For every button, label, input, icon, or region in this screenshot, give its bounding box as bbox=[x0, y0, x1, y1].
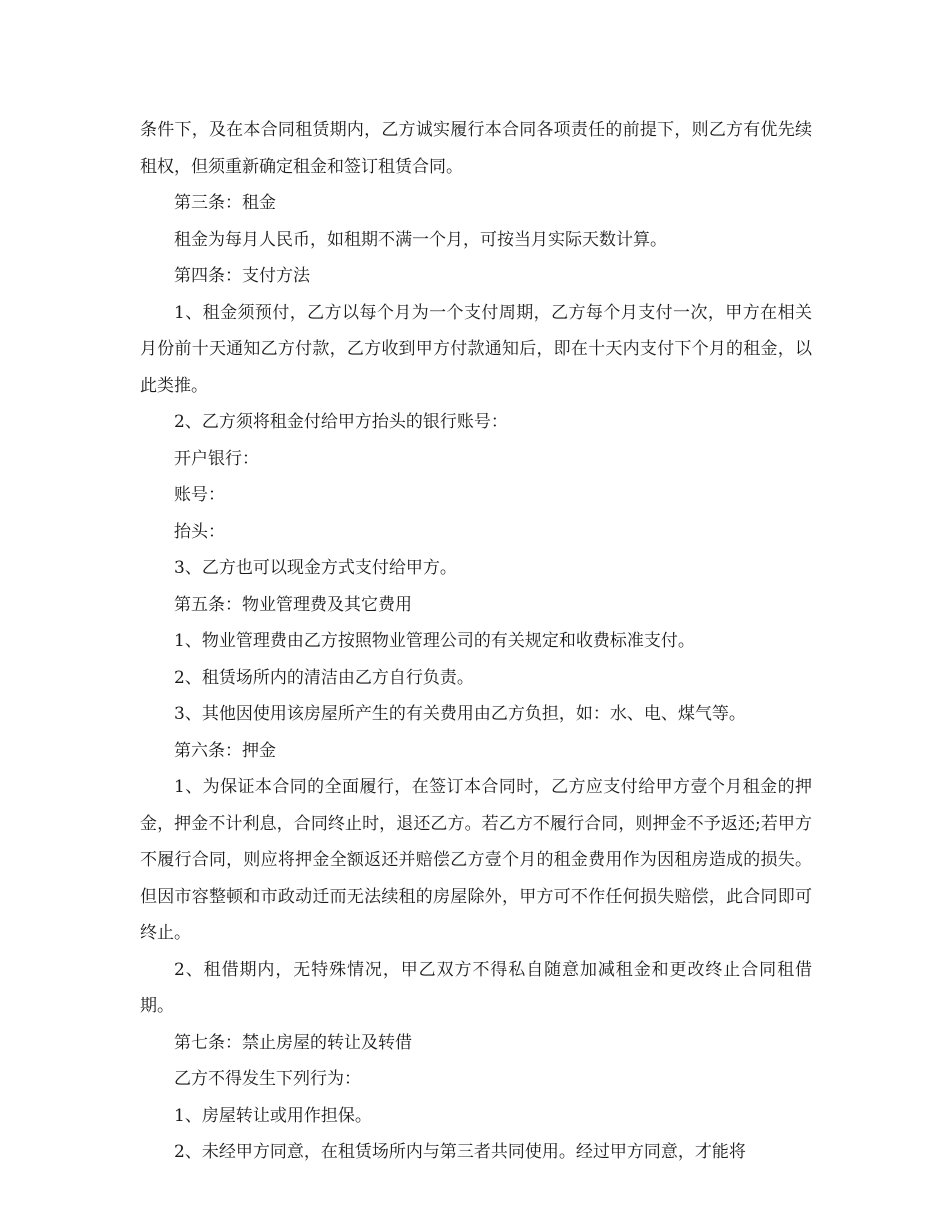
account-field-label: 账号： bbox=[174, 485, 225, 505]
paragraph: 3、乙方也可以现金方式支付给甲方。 bbox=[174, 558, 457, 578]
paragraph: 2、租赁场所内的清洁由乙方自行负责。 bbox=[174, 667, 474, 688]
payee-field-label: 抬头： bbox=[174, 521, 225, 542]
article-6-heading: 第六条：押金 bbox=[174, 740, 276, 761]
paragraph-continuation: 条件下，及在本合同租赁期内，乙方诚实履行本合同各项责任的前提下，则乙方有优先续租权，但须重新确定租金和签订租赁合同。 bbox=[140, 120, 812, 177]
paragraph: 2、租借期内，无特殊情况，甲乙双方不得私自随意加减租金和更改终止合同租借期。 bbox=[140, 959, 812, 1016]
article-7-heading: 第七条：禁止房屋的转让及转借 bbox=[174, 1032, 412, 1053]
paragraph: 1、为保证本合同的全面履行，在签订本合同时，乙方应支付给甲方壹个月租金的押金，押金不计利息，合同终止时，退还乙方。若乙方不履行合同，则押金不予返还;若甲方不履行合同，则应将押金全额返还并赔偿乙方壹个月的租金费用作为因租房造成的损失。但因市容整顿和市政动迁而无法续租的房屋除外，甲方可不作任何损失赔偿，此合同即可终止。 bbox=[140, 777, 812, 943]
article-5-heading: 第五条：物业管理费及其它费用 bbox=[174, 594, 412, 615]
paragraph: 1、物业管理费由乙方按照物业管理公司的有关规定和收费标准支付。 bbox=[174, 631, 695, 651]
paragraph: 租金为每月人民币，如租期不满一个月，可按当月实际天数计算。 bbox=[174, 229, 667, 250]
paragraph: 2、未经甲方同意，在租赁场所内与第三者共同使用。经过甲方同意，才能将 bbox=[174, 1142, 746, 1162]
paragraph: 1、房屋转让或用作担保。 bbox=[174, 1105, 372, 1126]
paragraph: 3、其他因使用该房屋所产生的有关费用由乙方负担，如：水、电、煤气等。 bbox=[174, 704, 746, 724]
paragraph: 1、租金须预付，乙方以每个月为一个支付周期，乙方每个月支付一次，甲方在相关月份前十天通知乙方付款，乙方收到甲方付款通知后，即在十天内支付下个月的租金，以此类推。 bbox=[140, 302, 812, 396]
bank-field-label: 开户银行： bbox=[174, 448, 259, 469]
document-body bbox=[140, 112, 812, 1171]
paragraph: 2、乙方须将租金付给甲方抬头的银行账号： bbox=[174, 412, 508, 432]
article-3-heading: 第三条：租金 bbox=[174, 193, 276, 213]
paragraph: 乙方不得发生下列行为： bbox=[174, 1069, 361, 1089]
article-4-heading: 第四条：支付方法 bbox=[174, 266, 310, 286]
